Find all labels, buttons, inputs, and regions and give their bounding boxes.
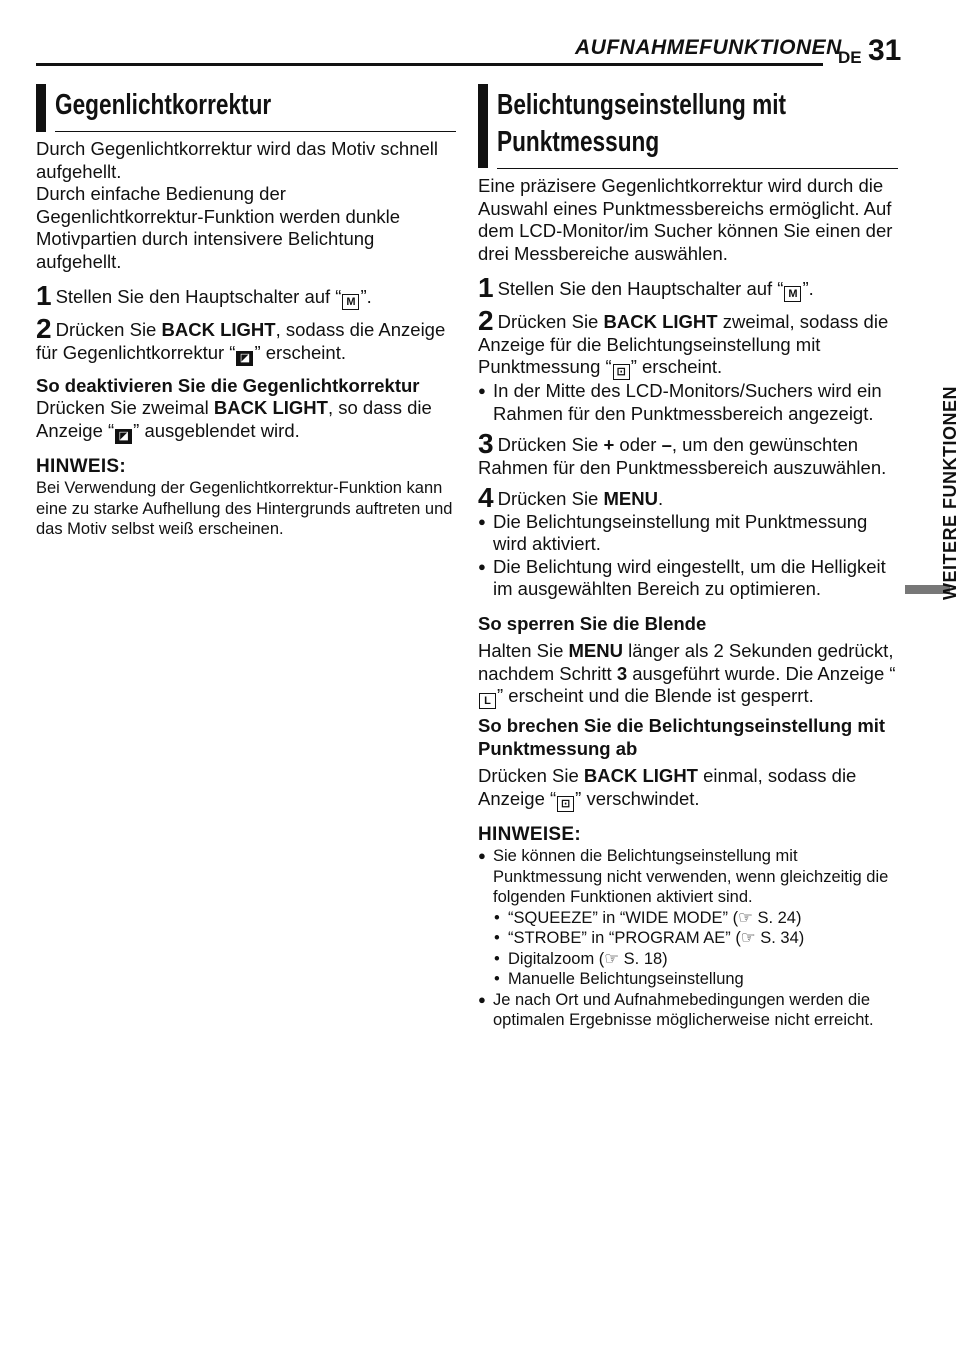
sub-bullet-item: • Manuelle Belichtungseinstellung: [478, 969, 900, 990]
step-3: 3 Drücken Sie + oder –, um den gewünschten Rahmen für den Punktmessbereich auszuwählen.: [478, 428, 887, 478]
heading-rule: [497, 168, 898, 169]
heading-rule: [55, 131, 456, 132]
heading-belichtung-line2: Punktmessung: [497, 126, 660, 158]
step-2: 2 Drücken Sie BACK LIGHT zweimal, sodass die Anzeige für die Belichtungseinstellung mit Punktmessung “ ⊡ ” erscheint.: [478, 305, 889, 378]
page-number: 31: [868, 34, 902, 67]
heading-belichtung-line1: Belichtungseinstellung mit: [497, 89, 787, 121]
heading-bar: [36, 84, 46, 132]
bullet-item: ● Die Belichtungseinstellung mit Punktmessung wird aktiviert.: [478, 511, 900, 556]
sub-bullet-item: • Digitalzoom (☞ S. 18): [478, 949, 900, 970]
right-column: [478, 175, 900, 1031]
lock-icon: L: [479, 693, 496, 709]
intro-paragraph: Durch einfache Bedienung der Gegenlichtkorrektur-Funktion werden dunkle Motivpartien durch intensivere Belichtung aufgehellt.: [36, 183, 401, 272]
left-column: [36, 138, 456, 540]
intro-paragraph: Eine präzisere Gegenlichtkorrektur wird durch die Auswahl eines Punktmessbereichs ermöglicht. Auf dem LCD-Monitor/im Sucher können Sie einen der drei Messbereiche auswählen.: [478, 175, 893, 264]
deactivate-text: Drücken Sie zweimal BACK LIGHT, so dass die Anzeige “ ◪ ” ausgeblendet wird.: [36, 397, 432, 442]
notes-list: [478, 846, 900, 1031]
step-4: 4 Drücken Sie MENU.: [478, 482, 664, 513]
step-number: 1: [478, 272, 494, 303]
note-text: Bei Verwendung der Gegenlichtkorrektur-Funktion kann eine zu starke Aufhellung des Hintergrunds auftreten und das Motiv selbst weiß erscheinen.: [36, 479, 453, 538]
bullet-item: ● Die Belichtung wird eingestellt, um die Helligkeit im ausgewählten Bereich zu optimieren.: [478, 556, 900, 601]
lock-text: Halten Sie MENU länger als 2 Sekunden gedrückt, nachdem Schritt 3 ausgeführt wurde. Die Anzeige “L ” erscheint und die Blende ist gesperrt.: [478, 640, 896, 707]
step-number: 1: [36, 280, 52, 311]
notes-heading: HINWEISE:: [478, 823, 581, 845]
header-rule: [36, 63, 823, 66]
backlight-icon: ◪: [236, 351, 253, 366]
heading-bar: [478, 84, 488, 168]
heading-gegenlichtkorrektur: Gegenlichtkorrektur: [55, 89, 272, 121]
bullet-item: ● In der Mitte des LCD-Monitors/Suchers wird ein Rahmen für den Punktmessbereich angezeigt.: [478, 380, 900, 425]
side-tab-label: WEITERE FUNKTIONEN: [940, 386, 960, 600]
step-number: 3: [478, 428, 494, 459]
cancel-heading: So brechen Sie die Belichtungseinstellung mit Punktmessung ab: [478, 715, 886, 759]
step-number: 2: [478, 305, 494, 336]
manual-mode-icon: M: [342, 294, 359, 310]
step-1: 1 Stellen Sie den Hauptschalter auf “ M ”.: [36, 280, 372, 311]
cancel-text: Drücken Sie BACK LIGHT einmal, sodass die Anzeige “ ⊡ ” verschwindet.: [478, 765, 857, 810]
spot-metering-icon: ⊡: [613, 364, 630, 380]
spot-metering-icon: ⊡: [557, 796, 574, 812]
lock-heading: So sperren Sie die Blende: [478, 612, 707, 634]
step-number: 2: [36, 313, 52, 344]
step-1: 1 Stellen Sie den Hauptschalter auf “ M ”.: [478, 272, 814, 303]
manual-mode-icon: M: [784, 286, 801, 302]
section-title: AUFNAHMEFUNKTIONEN: [575, 36, 842, 59]
step-number: 4: [478, 482, 494, 513]
note-heading: HINWEIS:: [36, 455, 127, 477]
bullet-item: ● Sie können die Belichtungseinstellung mit Punktmessung nicht verwenden, wenn gleichzeitig die folgenden Funktionen aktiviert sind.: [478, 846, 900, 908]
sub-bullet-item: • “STROBE” in “PROGRAM AE” (☞ S. 34): [478, 928, 900, 949]
language-code: DE: [838, 48, 862, 67]
backlight-icon: ◪: [115, 429, 132, 444]
sub-bullet-item: • “SQUEEZE” in “WIDE MODE” (☞ S. 24): [478, 908, 900, 929]
bullet-item: ● Je nach Ort und Aufnahmebedingungen werden die optimalen Ergebnisse möglicherweise nicht erreicht.: [478, 990, 900, 1031]
deactivate-heading: So deaktivieren Sie die Gegenlichtkorrektur: [36, 374, 420, 396]
step-2: 2 Drücken Sie BACK LIGHT, sodass die Anzeige für Gegenlichtkorrektur “ ◪ ” erscheint.: [36, 313, 446, 364]
intro-paragraph: Durch Gegenlichtkorrektur wird das Motiv schnell aufgehellt.: [36, 138, 439, 182]
